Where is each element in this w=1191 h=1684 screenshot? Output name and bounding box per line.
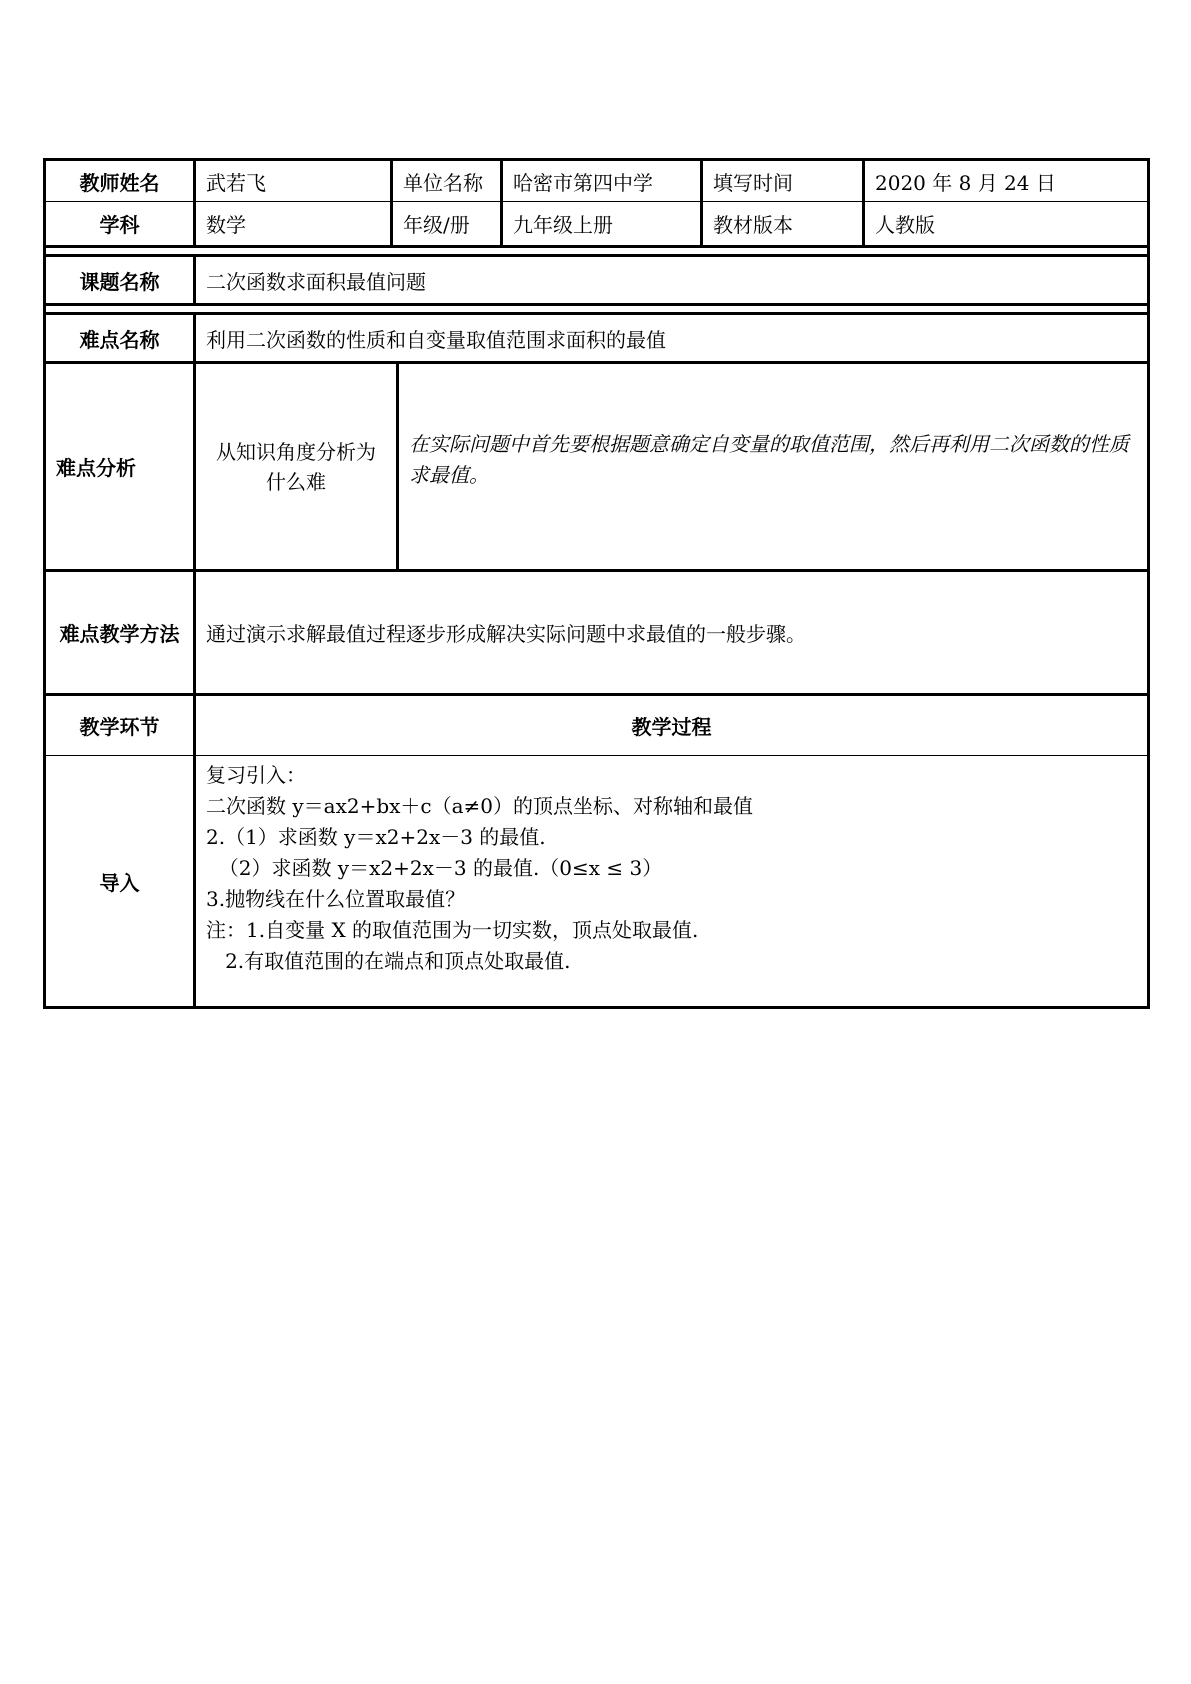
- process-label: 教学过程: [631, 715, 712, 739]
- lesson-plan-table: [43, 158, 1150, 1009]
- teacher-value: 武若飞: [196, 161, 393, 201]
- analysis-row: [43, 364, 1150, 572]
- topic-row: [43, 254, 1150, 306]
- analysis-value: 在实际问题中首先要根据题意确定自变量的取值范围，然后再利用二次函数的性质求最值。: [409, 431, 1129, 487]
- method-value: 通过演示求解最值过程逐步形成解决实际问题中求最值的一般步骤。: [206, 622, 806, 646]
- header-row-1: [43, 158, 1150, 202]
- date-value: 2020 年 8 月 24 日: [875, 170, 1056, 195]
- header-row-2: [43, 202, 1150, 248]
- subject-value: 数学: [196, 202, 393, 245]
- intro-line: 二次函数 y＝ax2+bx＋c（a≠0）的顶点坐标、对称轴和最值: [206, 794, 754, 818]
- grade-value: 九年级上册: [503, 202, 703, 245]
- intro-row: [43, 756, 1150, 1009]
- difficulty-label: 难点名称: [46, 315, 196, 361]
- intro-line: 3.抛物线在什么位置取最值？: [206, 887, 466, 911]
- date-label: 填写时间: [703, 161, 865, 201]
- edition-value: 人教版: [875, 213, 935, 237]
- intro-line: 2.（1）求函数 y＝x2+2x－3 的最值.: [206, 825, 546, 849]
- topic-value: 二次函数求面积最值问题: [206, 269, 426, 294]
- intro-content: [196, 756, 1147, 1006]
- analysis-label: 难点分析: [46, 364, 196, 569]
- intro-line: 复习引入：: [206, 763, 306, 787]
- method-label: 难点教学方法: [46, 572, 196, 693]
- difficulty-value: 利用二次函数的性质和自变量取值范围求面积的最值: [206, 327, 666, 352]
- intro-label: 导入: [46, 756, 196, 1006]
- intro-line: 2.有取值范围的在端点和顶点处取最值.: [206, 949, 571, 973]
- teacher-label: 教师姓名: [46, 161, 196, 201]
- unit-value: 哈密市第四中学: [503, 161, 703, 201]
- analysis-sub-label: 从知识角度分析为什么难: [216, 439, 376, 494]
- method-row: [43, 572, 1150, 696]
- edition-label: 教材版本: [703, 202, 865, 245]
- grade-label: 年级/册: [393, 202, 503, 245]
- stage-label: 教学环节: [46, 696, 196, 755]
- topic-label: 课题名称: [46, 257, 196, 303]
- unit-label: 单位名称: [393, 161, 503, 201]
- subject-label: 学科: [46, 202, 196, 245]
- intro-line: （2）求函数 y＝x2+2x－3 的最值.（0≤x ≤ 3）: [206, 856, 663, 880]
- intro-line: 注：1.自变量 X 的取值范围为一切实数，顶点处取最值.: [206, 918, 699, 942]
- difficulty-row: [43, 312, 1150, 364]
- process-header-row: [43, 696, 1150, 756]
